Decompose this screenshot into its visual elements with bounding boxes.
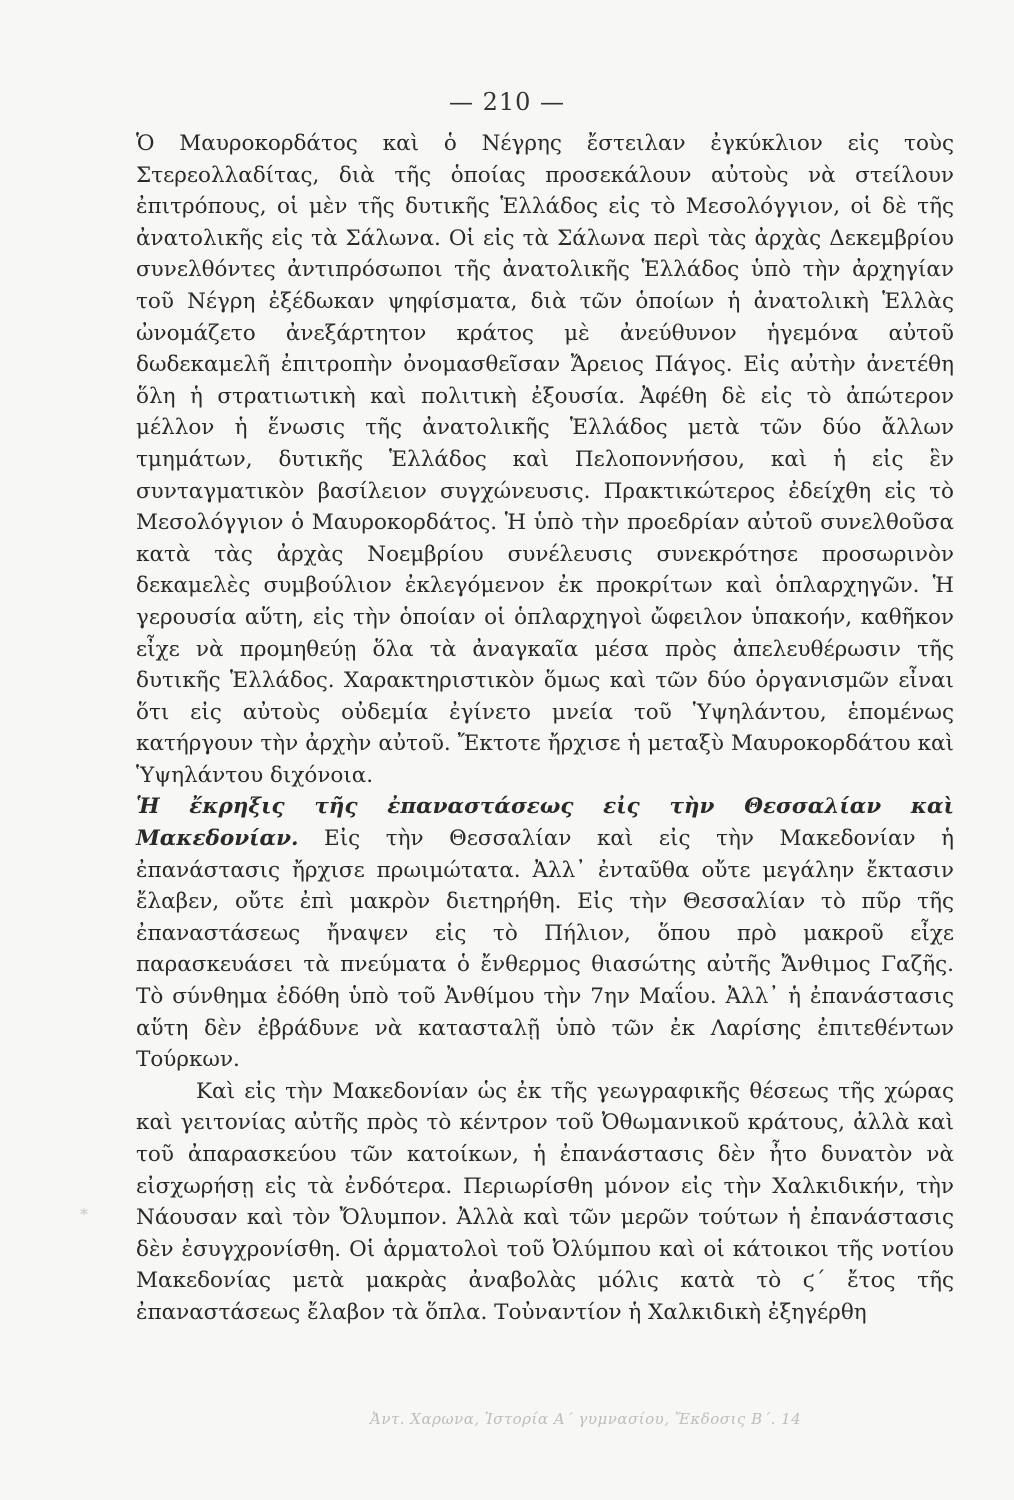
margin-mark: * <box>80 1205 88 1224</box>
footer-note: Ἀντ. Χαρωνα, Ἱστορία Α´ γυμνασίου, Ἔκδοσις Β´. 14 <box>370 1410 802 1428</box>
paragraph-2-text: Εἰς τὴν Θεσσαλίαν καὶ εἰς τὴν Μακεδονίαν ἡ ἐπανάστασις ἤρχισε πρωιμώτατα. Ἀλλ᾽ ἐνταῦθα οὔτε μεγάλην ἔκτασιν ἔλαβεν, οὔτε ἐπὶ μακρὸν διετηρήθη. Εἰς τὴν Θεσσαλίαν τὸ πῦρ τῆς ἐπαναστάσεως ἤναψεν εἰς τὸ Πήλιον, ὅπου πρὸ μακροῦ εἶχε παρασκευάσει τὰ πνεύματα ὁ ἔνθερμος θιασώτης αὐτῆς Ἄνθιμος Γαζῆς. Τὸ σύνθημα ἐδόθη ὑπὸ τοῦ Ἀνθίμου τὴν 7ην Μαΐου. Ἀλλ᾽ ἡ ἐπανάστασις αὕτη δὲν ἐβράδυνε νὰ κατασταλῇ ὑπὸ τῶν ἐκ Λαρίσης ἐπιτεθέντων Τούρκων. <box>136 826 954 1073</box>
page-number: — 210 — <box>448 88 566 116</box>
section-heading: Ἡ ἔκρηξις τῆς ἐπαναστάσεως εἰς τὴν Θεσσαλίαν καὶ Μακεδονίαν. <box>136 794 954 852</box>
body-text <box>136 128 954 1329</box>
paragraph-3: Καὶ εἰς τὴν Μακεδονίαν ὡς ἐκ τῆς γεωγραφικῆς θέσεως τῆς χώρας καὶ γειτονίας αὐτῆς πρὸς τὸ κέντρον τοῦ Ὀθωμανικοῦ κράτους, ἀλλὰ καὶ τοῦ ἀπαρασκεύου τῶν κατοίκων, ἡ ἐπανάστασις δὲν ἦτο δυνατὸν νὰ εἰσχωρήσῃ εἰς τὰ ἐνδότερα. Περιωρίσθη μόνον εἰς τὴν Χαλκιδικήν, τὴν Νάουσαν καὶ τὸν Ὄλυμπον. Ἀλλὰ καὶ τῶν μερῶν τούτων ἡ ἐπανάστασις δὲν ἐσυγχρονίσθη. Οἱ ἁρματολοὶ τοῦ Ὀλύμπου καὶ οἱ κάτοικοι τῆς νοτίου Μακεδονίας μετὰ μακρὰς ἀναβολὰς μόλις κατὰ τὸ ϛ´ ἔτος τῆς ἐπαναστάσεως ἔλαβον τὰ ὅπλα. Τοὐναντίον ἡ Χαλκιδικὴ ἐξηγέρθη <box>136 1078 954 1325</box>
paragraph-2 <box>136 791 954 1075</box>
paragraph-1: Ὁ Μαυροκορδάτος καὶ ὁ Νέγρης ἔστειλαν ἐγκύκλιον εἰς τοὺς Στερεολλαδίτας, διὰ τῆς ὁποίας προσεκάλουν αὐτοὺς νὰ στείλουν ἐπιτρόπους, οἱ μὲν τῆς δυτικῆς Ἑλλάδος εἰς τὸ Μεσολόγγιον, οἱ δὲ τῆς ἀνατολικῆς εἰς τὰ Σάλωνα. Οἱ εἰς τὰ Σάλωνα περὶ τὰς ἀρχὰς Δεκεμβρίου συνελθόντες ἀντιπρόσωποι τῆς ἀνατολικῆς Ἑλλάδος ὑπὸ τὴν ἀρχηγίαν τοῦ Νέγρη ἐξέδωκαν ψηφίσματα, διὰ τῶν ὁποίων ἡ ἀνατολικὴ Ἑλλὰς ὠνομάζετο ἀνεξάρτητον κράτος μὲ ἀνεύθυνον ἡγεμόνα αὐτοῦ δωδεκαμελῆ ἐπιτροπὴν ὀνομασθεῖσαν Ἄρειος Πάγος. Εἰς αὐτὴν ἀνετέθη ὅλη ἡ στρατιωτικὴ καὶ πολιτικὴ ἐξουσία. Ἀφέθη δὲ εἰς τὸ ἀπώτερον μέλλον ἡ ἕνωσις τῆς ἀνατολικῆς Ἑλλάδος μετὰ τῶν δύο ἄλλων τμημάτων, δυτικῆς Ἑλλάδος καὶ Πελοποννήσου, καὶ ἡ εἰς ἓν συνταγματικὸν βασίλειον συγχώνευσις. Πρακτικώτερος ἐδείχθη εἰς τὸ Μεσολόγγιον ὁ Μαυροκορδάτος. Ἡ ὑπὸ τὴν προεδρίαν αὐτοῦ συνελθοῦσα κατὰ τὰς ἀρχὰς Νοεμβρίου συνέλευσις συνεκρότησε προσωρινὸν δεκαμελὲς συμβούλιον ἐκλεγόμενον ἐκ προκρίτων καὶ ὁπλαρχηγῶν. Ἡ γερουσία αὕτη, εἰς τὴν ὁποίαν οἱ ὁπλαρχηγοὶ ὤφειλον ὑπακοήν, καθῆκον εἶχε νὰ προμηθεύῃ ὅλα τὰ ἀναγκαῖα μέσα πρὸς ἀπελευθέρωσιν τῆς δυτικῆς Ἑλλάδος. Χαρακτηριστικὸν ὅμως καὶ τῶν δύο ὀργανισμῶν εἶναι ὅτι εἰς αὐτοὺς οὐδεμία ἐγίνετο μνεία τοῦ Ὑψηλάντου, ἑπομένως κατήργουν τὴν ἀρχὴν αὐτοῦ. Ἔκτοτε ἤρχισε ἡ μεταξὺ Μαυροκορδάτου καὶ Ὑψηλάντου διχόνοια. <box>136 131 954 788</box>
